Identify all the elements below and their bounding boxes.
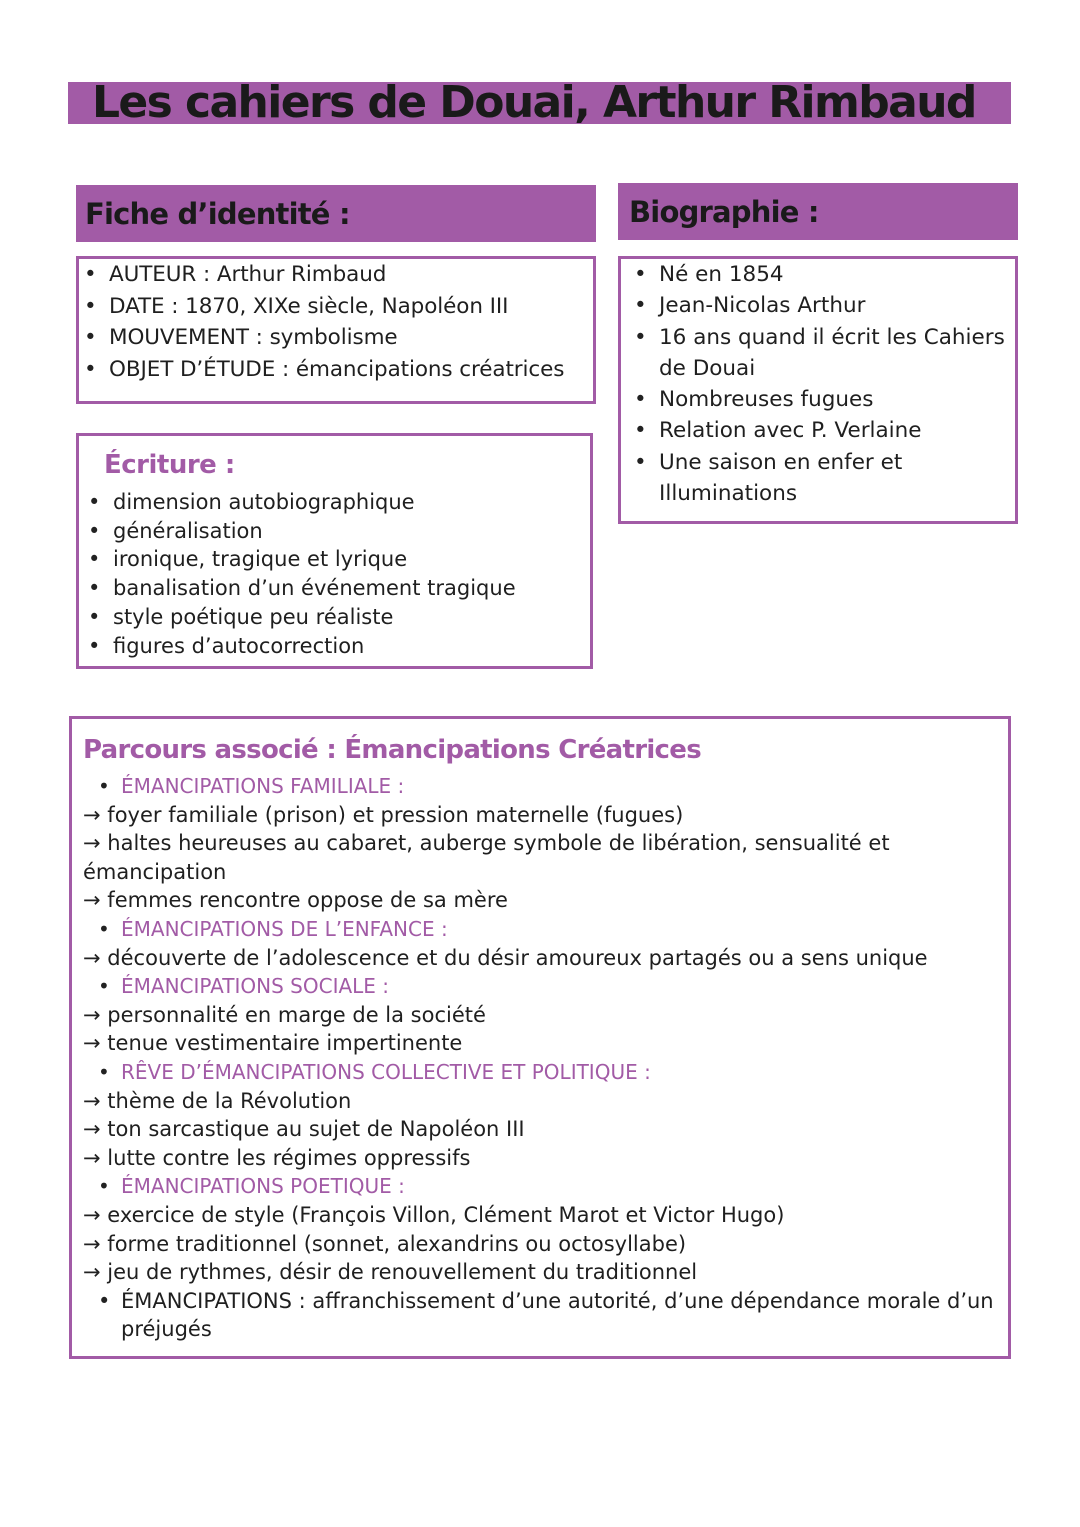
biographie-list — [659, 259, 1015, 509]
parcours-body — [83, 772, 1003, 1344]
list-item: • Une saison en enfer et Illuminations — [659, 447, 1015, 510]
section-label-poetique: • ÉMANCIPATIONS POETIQUE : — [83, 1172, 1003, 1201]
arrow-icon: → — [83, 945, 101, 970]
list-item: • ironique, tragique et lyrique — [113, 545, 516, 574]
list-item: • AUTEUR : Arthur Rimbaud — [109, 259, 564, 291]
arrow-icon: → — [83, 1202, 101, 1227]
arrow-icon: → — [83, 1088, 101, 1113]
biographie-header — [618, 183, 1018, 240]
list-item: • OBJET D’ÉTUDE : émancipations créatrices — [109, 354, 564, 386]
list-item: • Jean-Nicolas Arthur — [659, 290, 1015, 321]
list-item: • 16 ans quand il écrit les Cahiers de Douai — [659, 322, 1015, 385]
section-label-sociale: • ÉMANCIPATIONS SOCIALE : — [83, 972, 1003, 1001]
definition: • ÉMANCIPATIONS : affranchissement d’une autorité, d’une dépendance morale d’un préjugés — [83, 1287, 1003, 1344]
section-label-familiale: • ÉMANCIPATIONS FAMILIALE : — [83, 772, 1003, 801]
section-line: → foyer familiale (prison) et pression maternelle (fugues) — [83, 802, 684, 827]
section-line: → thème de la Révolution — [83, 1088, 352, 1113]
section-line: → lutte contre les régimes oppressifs — [83, 1145, 471, 1170]
list-item: • style poétique peu réaliste — [113, 603, 516, 632]
section-line: → femmes rencontre oppose de sa mère — [83, 888, 508, 913]
list-item: • Nombreuses fugues — [659, 384, 1015, 415]
section-line: → personnalité en marge de la société — [83, 1002, 486, 1027]
arrow-icon: → — [83, 1031, 101, 1056]
arrow-icon: → — [83, 1260, 101, 1285]
section-label-enfance: • ÉMANCIPATIONS DE L’ENFANCE : — [83, 915, 1003, 944]
section-line: → ton sarcastique au sujet de Napoléon III — [83, 1117, 525, 1142]
section-line: → découverte de l’adolescence et du désir amoureux partagés ou a sens unique — [83, 945, 928, 970]
ecriture-list — [113, 488, 516, 660]
list-item: • Né en 1854 — [659, 259, 1015, 290]
list-item: • dimension autobiographique — [113, 488, 516, 517]
section-line: → exercice de style (François Villon, Clément Marot et Victor Hugo) — [83, 1202, 785, 1227]
list-item: • généralisation — [113, 517, 516, 546]
section-line: → tenue vestimentaire impertinente — [83, 1031, 463, 1056]
arrow-icon: → — [83, 1002, 101, 1027]
arrow-icon: → — [83, 1117, 101, 1142]
arrow-icon: → — [83, 1145, 101, 1170]
page-title: Les cahiers de Douai, Arthur Rimbaud — [92, 77, 976, 128]
arrow-icon: → — [83, 1231, 101, 1256]
arrow-icon: → — [83, 831, 101, 856]
arrow-icon: → — [83, 802, 101, 827]
ecriture-heading: Écriture : — [104, 450, 235, 480]
section-line: → haltes heureuses au cabaret, auberge symbole de libération, sensualité et émancipation — [83, 831, 890, 884]
biographie-heading: Biographie : — [629, 194, 819, 229]
fiche-heading: Fiche d’identité : — [85, 196, 350, 231]
list-item: • figures d’autocorrection — [113, 632, 516, 661]
list-item: • banalisation d’un événement tragique — [113, 574, 516, 603]
section-line: → jeu de rythmes, désir de renouvellement du traditionnel — [83, 1260, 698, 1285]
arrow-icon: → — [83, 888, 101, 913]
list-item: • MOUVEMENT : symbolisme — [109, 322, 564, 354]
section-label-politique: • RÊVE D’ÉMANCIPATIONS COLLECTIVE ET POLITIQUE : — [83, 1058, 1003, 1087]
section-line: → forme traditionnel (sonnet, alexandrins ou octosyllabe) — [83, 1231, 687, 1256]
list-item: • Relation avec P. Verlaine — [659, 415, 1015, 446]
list-item: • DATE : 1870, XIXe siècle, Napoléon III — [109, 291, 564, 323]
parcours-heading: Parcours associé : Émancipations Créatrices — [83, 735, 701, 765]
fiche-list — [109, 259, 564, 385]
fiche-header — [76, 185, 596, 242]
